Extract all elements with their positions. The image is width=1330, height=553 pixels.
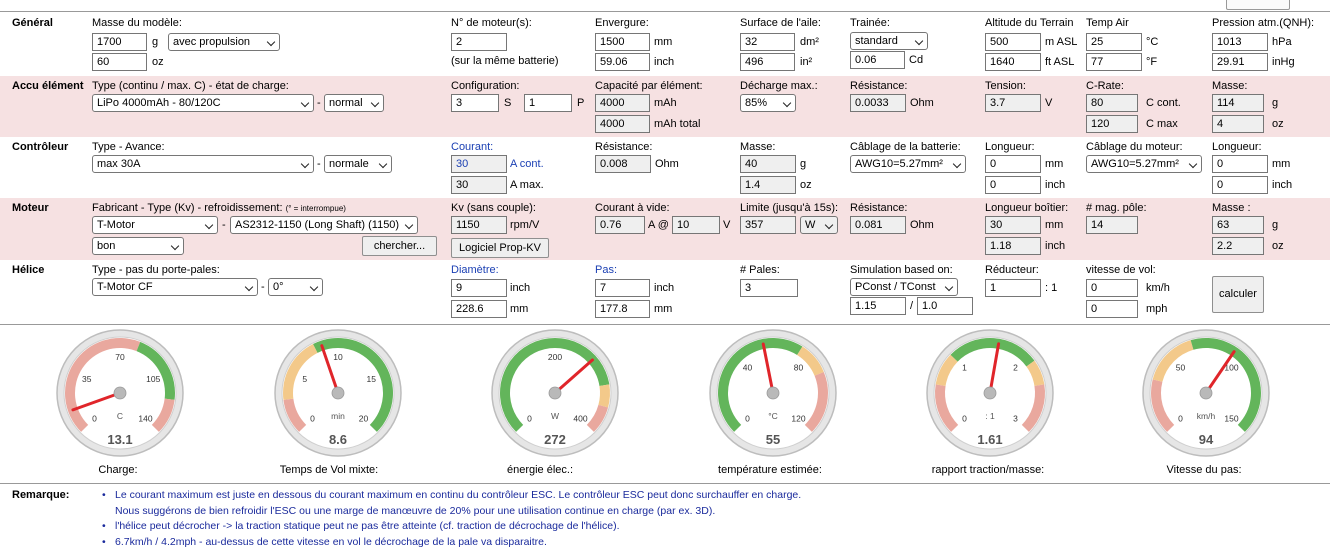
gauge-caption: rapport traction/masse: (931, 464, 1045, 476)
sim-b-input[interactable]: 1.0 (917, 297, 973, 315)
gauge-tick-label: 0 (527, 413, 532, 424)
battery-type-select[interactable]: LiPo 4000mAh - 80/120C (92, 94, 314, 112)
unit: / (910, 300, 914, 312)
alt-label: Altitude du Terrain (985, 17, 1074, 29)
speed-kmh-input[interactable]: 0 (1086, 279, 1138, 297)
esc-res-label: Résistance: (595, 141, 653, 153)
kv-label: Kv (sans couple): (451, 202, 536, 214)
gauge-tick-label: 150 (1224, 413, 1239, 424)
pitch-label: Pas: (595, 264, 618, 276)
gauge-tick-label: 0 (1178, 413, 1183, 424)
gauge-tick-label: 70 (115, 352, 125, 362)
cooling-select[interactable]: bon (92, 237, 184, 255)
unit: km/h (1146, 282, 1170, 294)
wing-in2-input[interactable]: 496 (740, 53, 795, 71)
unit: inch (1045, 240, 1066, 252)
crate-cont: 80 (1086, 94, 1138, 112)
gauge-tick-label: 35 (82, 374, 92, 385)
remark-item: • 6.7km/h / 4.2mph - au-dessus de cette vitesse en vol le décrochage de la pale va disparaitre. (100, 535, 1200, 551)
section-label: Général (12, 17, 53, 29)
unit: Ohm (655, 158, 679, 170)
advance-select[interactable]: normale (324, 155, 392, 173)
remark-item: • Le courant maximum est juste en dessous du courant maximum en continu du contrôleur ESC. Le contrôleur ESC peut donc surchauffer en charge. (100, 488, 1200, 504)
unit: A @ (648, 219, 669, 231)
section-label: Accu élément (12, 80, 84, 92)
crate-label: C-Rate: (1086, 80, 1124, 92)
case-length-mm: 30 (985, 216, 1041, 234)
gear-label: Réducteur: (985, 264, 1039, 276)
unit: P (577, 97, 585, 109)
gauge-value: 55 (765, 432, 781, 447)
remarks-list (100, 488, 1200, 550)
unit: mm (1045, 219, 1064, 231)
limit-value: 357 (740, 216, 796, 234)
length-label: Longueur: (985, 141, 1035, 153)
limit-unit-select[interactable]: W (800, 216, 838, 234)
bat-wire-label: Câblage de la batterie: (850, 141, 961, 153)
prop-type-select[interactable]: T-Motor CF (92, 278, 258, 296)
battery-voltage: 3.7 (985, 94, 1041, 112)
gauge-4 (925, 328, 1055, 458)
esc-type-select[interactable]: max 30A (92, 155, 314, 173)
gauge-hub (767, 387, 779, 399)
pitch-inch-input[interactable]: 7 (595, 279, 650, 297)
unit: inHg (1272, 56, 1295, 68)
voltage-label: Tension: (985, 80, 1026, 92)
gauge-value: 94 (1198, 432, 1214, 447)
diameter-label: Diamètre: (451, 264, 499, 276)
pitch-angle-select[interactable]: 0° (268, 278, 323, 296)
motor-maker-select[interactable]: T-Motor (92, 216, 218, 234)
unit: dm² (800, 36, 819, 48)
battery-mass-oz: 4 (1212, 115, 1264, 133)
bat-wire-len-mm[interactable]: 0 (985, 155, 1041, 173)
length-label: Longueur: (1212, 141, 1262, 153)
gauge-value: 272 (544, 432, 566, 447)
gauge-unit-label: C (116, 411, 124, 421)
unit: mAh total (654, 118, 701, 130)
motor-res: 0.081 (850, 216, 906, 234)
unit: °F (1146, 56, 1158, 68)
diameter-mm-input[interactable]: 228.6 (451, 300, 507, 318)
motor-res-label: Résistance: (850, 202, 908, 214)
gauge-tick-label: 120 (791, 413, 806, 424)
battery-mass-label: Masse: (1212, 80, 1248, 92)
unit: g (152, 36, 159, 48)
propulsion-select[interactable]: avec propulsion (168, 33, 280, 51)
unit: ft ASL (1045, 56, 1075, 68)
gauge-caption: Temps de Vol mixte: (279, 464, 379, 476)
gauge-caption: température estimée: (718, 464, 822, 476)
battery-type-label: Type (continu / max. C) - état de charge: (92, 80, 289, 92)
motors-label: N° de moteur(s): (451, 17, 532, 29)
config-s-input[interactable]: 3 (451, 94, 499, 112)
simulation-select[interactable]: PConst / TConst (850, 278, 958, 296)
drag-label: Trainée: (850, 17, 890, 29)
esc-mass-g: 40 (740, 155, 796, 173)
current-max: 30 (451, 176, 507, 194)
bat-wire-select[interactable]: AWG10=5.27mm² (850, 155, 966, 173)
unit: oz (152, 56, 164, 68)
prop-kv-button[interactable]: Logiciel Prop-KV (451, 238, 549, 258)
remark-item: • l'hélice peut décrocher -> la traction statique peut ne pas être atteinte (cf. traction de décrochage de l'hélice). (100, 519, 1200, 535)
unit: A cont. (510, 158, 544, 170)
drag-select[interactable]: standard (850, 32, 928, 50)
unit: mm (1272, 158, 1291, 170)
motors-input[interactable]: 2 (451, 33, 507, 51)
gauge-tick-label: 400 (573, 413, 588, 424)
gauge-1 (273, 328, 403, 458)
remarks-label: Remarque: (12, 489, 70, 501)
blades-input[interactable]: 3 (740, 279, 798, 297)
gauge-hub (549, 387, 561, 399)
dash: - (317, 158, 321, 170)
case-length-label: Longueur boîtier: (985, 202, 1069, 214)
row-battery (0, 76, 1330, 137)
mot-wire-label: Câblage du moteur: (1086, 141, 1183, 153)
unit: oz (1272, 118, 1284, 130)
idle-label: Courant à vide: (595, 202, 670, 214)
gauge-value: 8.6 (328, 432, 348, 447)
unit: in² (800, 56, 813, 68)
motor-mass-g: 63 (1212, 216, 1264, 234)
search-motor-button[interactable]: chercher... (362, 236, 437, 256)
row-general (0, 13, 1330, 76)
motor-mass-label: Masse : (1212, 202, 1251, 214)
unit: mm (510, 303, 529, 315)
unit: g (800, 158, 807, 170)
motor-type-label (92, 202, 346, 214)
mass-g-input[interactable]: 1700 (92, 33, 147, 51)
battery-res: 0.0033 (850, 94, 906, 112)
prop-type-label: Type - pas du porte-pales: (92, 264, 220, 276)
gauge-hub (114, 387, 126, 399)
unit: : 1 (1045, 282, 1058, 294)
mot-wire-select[interactable]: AWG10=5.27mm² (1086, 155, 1202, 173)
gauge-tick-label: 10 (333, 352, 343, 362)
idle-voltage: 10 (672, 216, 720, 234)
top-button[interactable] (1226, 0, 1290, 10)
unit: C cont. (1146, 97, 1181, 109)
gauge-tick-label: 200 (547, 352, 563, 362)
top-cut-header (0, 0, 1330, 12)
span-inch-input[interactable]: 59.06 (595, 53, 650, 71)
blades-label: # Pales: (740, 264, 780, 276)
limit-label: Limite (jusqu'à 15s): (740, 202, 839, 214)
idle-current: 0.76 (595, 216, 645, 234)
config-label: Configuration: (451, 80, 520, 92)
unit: inch (510, 282, 531, 294)
motor-mass-oz: 2.2 (1212, 237, 1264, 255)
unit: oz (1272, 240, 1284, 252)
temp-c-input[interactable]: 25 (1086, 33, 1142, 51)
unit: V (723, 219, 731, 231)
dash: - (261, 281, 265, 293)
gauge-tick-label: 5 (302, 374, 308, 385)
gauge-5 (1141, 328, 1271, 458)
unit: S (504, 97, 512, 109)
gauge-caption: Vitesse du pas: (1166, 464, 1242, 476)
esc-res: 0.008 (595, 155, 651, 173)
gauge-tick-label: 0 (310, 413, 315, 424)
unit: mm (654, 36, 673, 48)
section-label: Hélice (12, 264, 45, 276)
gauge-tick-label: 100 (1224, 362, 1239, 373)
divider (0, 324, 1330, 325)
mot-wire-len-mm[interactable]: 0 (1212, 155, 1268, 173)
esc-mass-label: Masse: (740, 141, 776, 153)
speed-mph-input[interactable]: 0 (1086, 300, 1138, 318)
mass-oz-input[interactable]: 60 (92, 53, 147, 71)
unit: rpm/V (510, 219, 540, 231)
capacity-label: Capacité par élément: (595, 80, 703, 92)
crate-max: 120 (1086, 115, 1138, 133)
case-length-inch: 1.18 (985, 237, 1041, 255)
gauge-tick-label: 80 (793, 362, 804, 373)
unit: mph (1146, 303, 1168, 315)
diameter-inch-input[interactable]: 9 (451, 279, 507, 297)
capacity-total: 4000 (595, 115, 650, 133)
gauge-value: 1.61 (977, 432, 1003, 447)
unit: A max. (510, 179, 544, 191)
unit: hPa (1272, 36, 1292, 48)
temp-label: Temp Air (1086, 17, 1129, 29)
unit: C max (1146, 118, 1178, 130)
cd-input[interactable]: 0.06 (850, 51, 905, 69)
unit: m ASL (1045, 36, 1078, 48)
poles-label: # mag. pôle: (1086, 202, 1147, 214)
gauge-tick-label: 0 (92, 413, 97, 424)
kv-value: 1150 (451, 216, 507, 234)
current-cont-input[interactable]: 30 (451, 155, 507, 173)
press-inhg-input[interactable]: 29.91 (1212, 53, 1268, 71)
alt-m-input[interactable]: 500 (985, 33, 1041, 51)
gauge-tick-label: 140 (138, 413, 153, 424)
poles-value: 14 (1086, 216, 1138, 234)
span-label: Envergure: (595, 17, 649, 29)
motors-note: (sur la même batterie) (451, 55, 559, 67)
sim-label: Simulation based on: (850, 264, 953, 276)
gauge-tick-label: 40 (742, 362, 753, 373)
dash: - (222, 219, 226, 231)
battery-mass-g: 114 (1212, 94, 1264, 112)
gauge-hub (984, 387, 996, 399)
gauge-unit-label: km/h (1196, 411, 1216, 421)
unit: inch (654, 282, 675, 294)
gauge-tick-label: 0 (745, 413, 750, 424)
press-hpa-input[interactable]: 1013 (1212, 33, 1268, 51)
gauge-unit-label: °C (768, 411, 778, 421)
discharge-select[interactable]: 85% (740, 94, 796, 112)
unit: inch (654, 56, 675, 68)
unit: mAh (654, 97, 677, 109)
gauge-tick-label: 3 (1013, 413, 1018, 424)
config-p-input[interactable]: 1 (524, 94, 572, 112)
gauge-tick-label: 0 (962, 413, 967, 424)
alt-ft-input[interactable]: 1640 (985, 53, 1041, 71)
gauge-tick-label: 20 (358, 413, 369, 424)
section-label: Moteur (12, 202, 49, 214)
wing-dm2-input[interactable]: 32 (740, 33, 795, 51)
unit: mm (1045, 158, 1064, 170)
row-propeller (0, 260, 1330, 323)
gauge-tick-label: 1 (962, 362, 967, 373)
current-label: Courant: (451, 141, 494, 153)
mass-label: Masse du modèle: (92, 17, 182, 29)
gauge-value: 13.1 (107, 432, 133, 447)
motor-model-select[interactable]: AS2312-1150 (Long Shaft) (1150) (230, 216, 418, 234)
mot-wire-len-inch[interactable]: 0 (1212, 176, 1268, 194)
charge-state-select[interactable]: normal (324, 94, 384, 112)
gauge-2 (490, 328, 620, 458)
motor-type-label-text: Fabricant - Type (Kv) - refroidissement: (92, 202, 283, 214)
gauge-tick-label: 50 (1175, 362, 1186, 373)
res-label: Résistance: (850, 80, 908, 92)
divider (0, 483, 1330, 484)
unit: V (1045, 97, 1053, 109)
unit: Cd (909, 54, 924, 66)
speed-label: vitesse de vol: (1086, 264, 1156, 276)
gauge-caption: énergie élec.: (506, 464, 574, 476)
unit: Ohm (910, 219, 934, 231)
gauge-hub (332, 387, 344, 399)
unit: g (1272, 97, 1279, 109)
span-mm-input[interactable]: 1500 (595, 33, 650, 51)
gauge-unit-label: W (550, 411, 560, 421)
gauge-unit-label: : 1 (985, 411, 995, 421)
unit: inch (1272, 179, 1293, 191)
gauge-tick-label: 2 (1013, 362, 1018, 373)
pitch-mm-input[interactable]: 177.8 (595, 300, 650, 318)
unit: oz (800, 179, 812, 191)
unit: inch (1045, 179, 1066, 191)
section-label: Contrôleur (12, 141, 69, 153)
temp-f-input[interactable]: 77 (1086, 53, 1142, 71)
unit: °C (1146, 36, 1159, 48)
unit: mm (654, 303, 673, 315)
row-motor (0, 198, 1330, 260)
calculate-button[interactable]: calculer (1212, 276, 1264, 313)
gauge-tick-label: 15 (366, 374, 376, 385)
sim-a-input[interactable]: 1.15 (850, 297, 906, 315)
gauge-hub (1200, 387, 1212, 399)
esc-mass-oz: 1.4 (740, 176, 796, 194)
discharge-label: Décharge max.: (740, 80, 818, 92)
dash: - (317, 97, 321, 109)
gauge-band (598, 384, 610, 407)
gauge-caption: Charge: (98, 464, 138, 476)
motor-type-note: (° = interrompue) (285, 204, 346, 213)
remark-item: Nous suggérons de bien refroidir l'ESC ou une marge de manœuvre de 20% pour une utilisation continue en charge (par ex. 3D). (115, 504, 716, 517)
pressure-label: Pression atm.(QNH): (1212, 17, 1315, 29)
row-controller (0, 137, 1330, 198)
wing-label: Surface de l'aile: (740, 17, 821, 29)
gear-input[interactable]: 1 (985, 279, 1041, 297)
unit: Ohm (910, 97, 934, 109)
gauge-0 (55, 328, 185, 458)
gauge-3 (708, 328, 838, 458)
bat-wire-len-inch[interactable]: 0 (985, 176, 1041, 194)
gauge-unit-label: min (331, 411, 345, 421)
esc-type-label: Type - Avance: (92, 141, 165, 153)
gauge-tick-label: 105 (146, 374, 161, 385)
capacity-input[interactable]: 4000 (595, 94, 650, 112)
unit: g (1272, 219, 1279, 231)
